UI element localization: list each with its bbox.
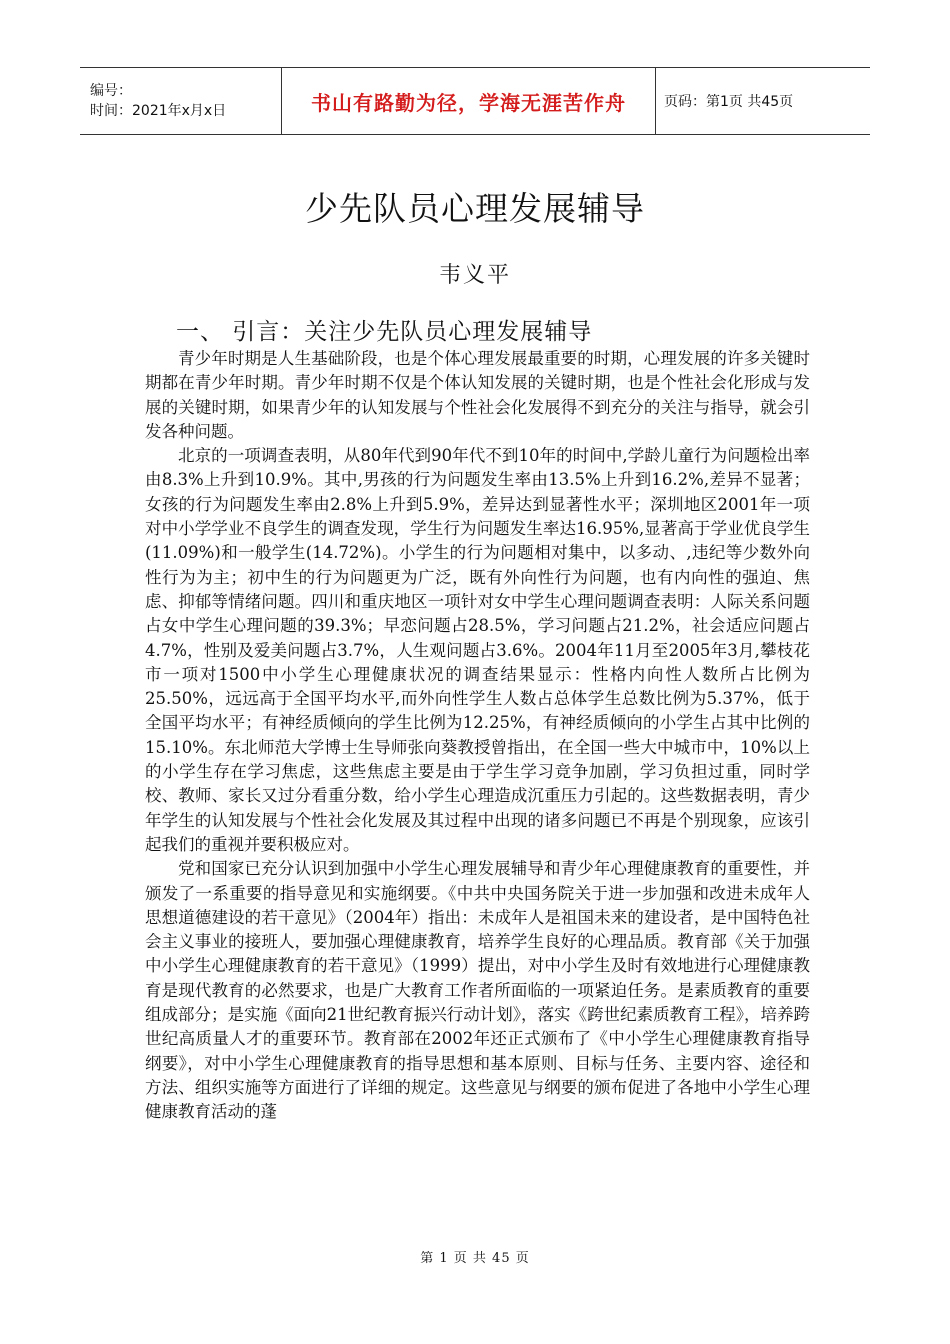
body-paragraph: 党和国家已充分认识到加强中小学生心理发展辅导和青少年心理健康教育的重要性，并颁发了一系重要的指导意见和实施纲要。《中共中央国务院关于进一步加强和改进未成年人思想道德建设的若干意见》（2004年）指出：未成年人是祖国未来的建设者，是中国特色社会主义事业的接班人，要加强心理健康教育，培养学生良好的心理品质。教育部《关于加强中小学生心理健康教育的若干意见》（1999）提出，对中小学生及时有效地进行心理健康教育是现代教育的必然要求，也是广大教育工作者所面临的一项紧迫任务。是素质教育的重要组成部分；是实施《面向21世纪教育振兴行动计划》，落实《跨世纪素质教育工程》，培养跨世纪高质量人才的重要环节。教育部在2002年还正式颁布了《中小学生心理健康教育指导纲要》，对中小学生心理健康教育的指导思想和基本原则、目标与任务、主要内容、途径和方法、组织实施等方面进行了详细的规定。这些意见与纲要的颁布促进了各地中小学生心理健康教育活动的蓬: [145, 859, 810, 1122]
document-body: [145, 347, 810, 1125]
body-paragraph: 青少年时期是人生基础阶段，也是个体心理发展最重要的时期，心理发展的许多关键时期都在青少年时期。青少年时期不仅是个体认知发展的关键时期，也是个性社会化形成与发展的关键时期，如果青少年的认知发展与个性社会化发展得不到充分的关注与指导，就会引发各种问题。: [145, 349, 810, 441]
header-motto: 书山有路勤为径，学海无涯苦作舟: [311, 90, 626, 115]
header-motto-cell: [282, 68, 656, 134]
header-page-cell: [656, 68, 870, 134]
header-page-info: 页码：第1页 共45页: [664, 94, 794, 110]
header-meta: [80, 68, 282, 134]
document-author: 韦义平: [438, 263, 511, 288]
section-heading: 一、 引言：关注少先队员心理发展辅导: [176, 319, 593, 345]
header-number-label: 编号：: [90, 83, 132, 99]
page-footer: 第 1 页 共 45 页: [420, 1251, 530, 1266]
body-paragraph: 北京的一项调查表明，从80年代到90年代不到10年的时间中,学龄儿童行为问题检出率由8.3%上升到10.9%。其中,男孩的行为问题发生率由13.5%上升到16.2%,差异不显著；女孩的行为问题发生率由2.8%上升到5.9%，差异达到显著性水平；深圳地区2001年一项对中小学学业不良学生的调查发现，学生行为问题发生率达16.95%,显著高于学业优良学生(11.09%)和一般学生(14.72%)。小学生的行为问题相对集中，以多动、,违纪等少数外向性行为为主；初中生的行为问题更为广泛，既有外向性行为问题，也有内向性的强迫、焦虑、抑郁等情绪问题。四川和重庆地区一项针对女中学生心理问题调查表明：人际关系问题占女中学生心理问题的39.3%；早恋问题占28.5%，学习问题占21.2%，社会适应问题占4.7%，性别及爱美问题占3.7%，人生观问题占3.6%。2004年11月至2005年3月,攀枝花市一项对1500中小学生心理健康状况的调查结果显示：性格内向性人数所占比例为25.50%，远远高于全国平均水平,而外向性学生人数占总体学生总数比例为5.37%，低于全国平均水平；有神经质倾向的学生比例为12.25%，有神经质倾向的小学生占其中比例的15.10%。东北师范大学博士生导师张向葵教授曾指出，在全国一些大中城市中，10%以上的小学生存在学习焦虑，这些焦虑主要是由于学生学习竞争加剧，学习负担过重，同时学校、教师、家长又过分看重分数，给小学生心理造成沉重压力引起的。这些数据表明，青少年学生的认知发展与个性社会化发展及其过程中出现的诸多问题已不再是个别现象，应该引起我们的重视并要积极应对。: [145, 446, 810, 854]
page-header: [80, 67, 870, 135]
document-title: 少先队员心理发展辅导: [305, 189, 645, 228]
header-time-label: 时间：2021年x月x日: [90, 103, 227, 119]
